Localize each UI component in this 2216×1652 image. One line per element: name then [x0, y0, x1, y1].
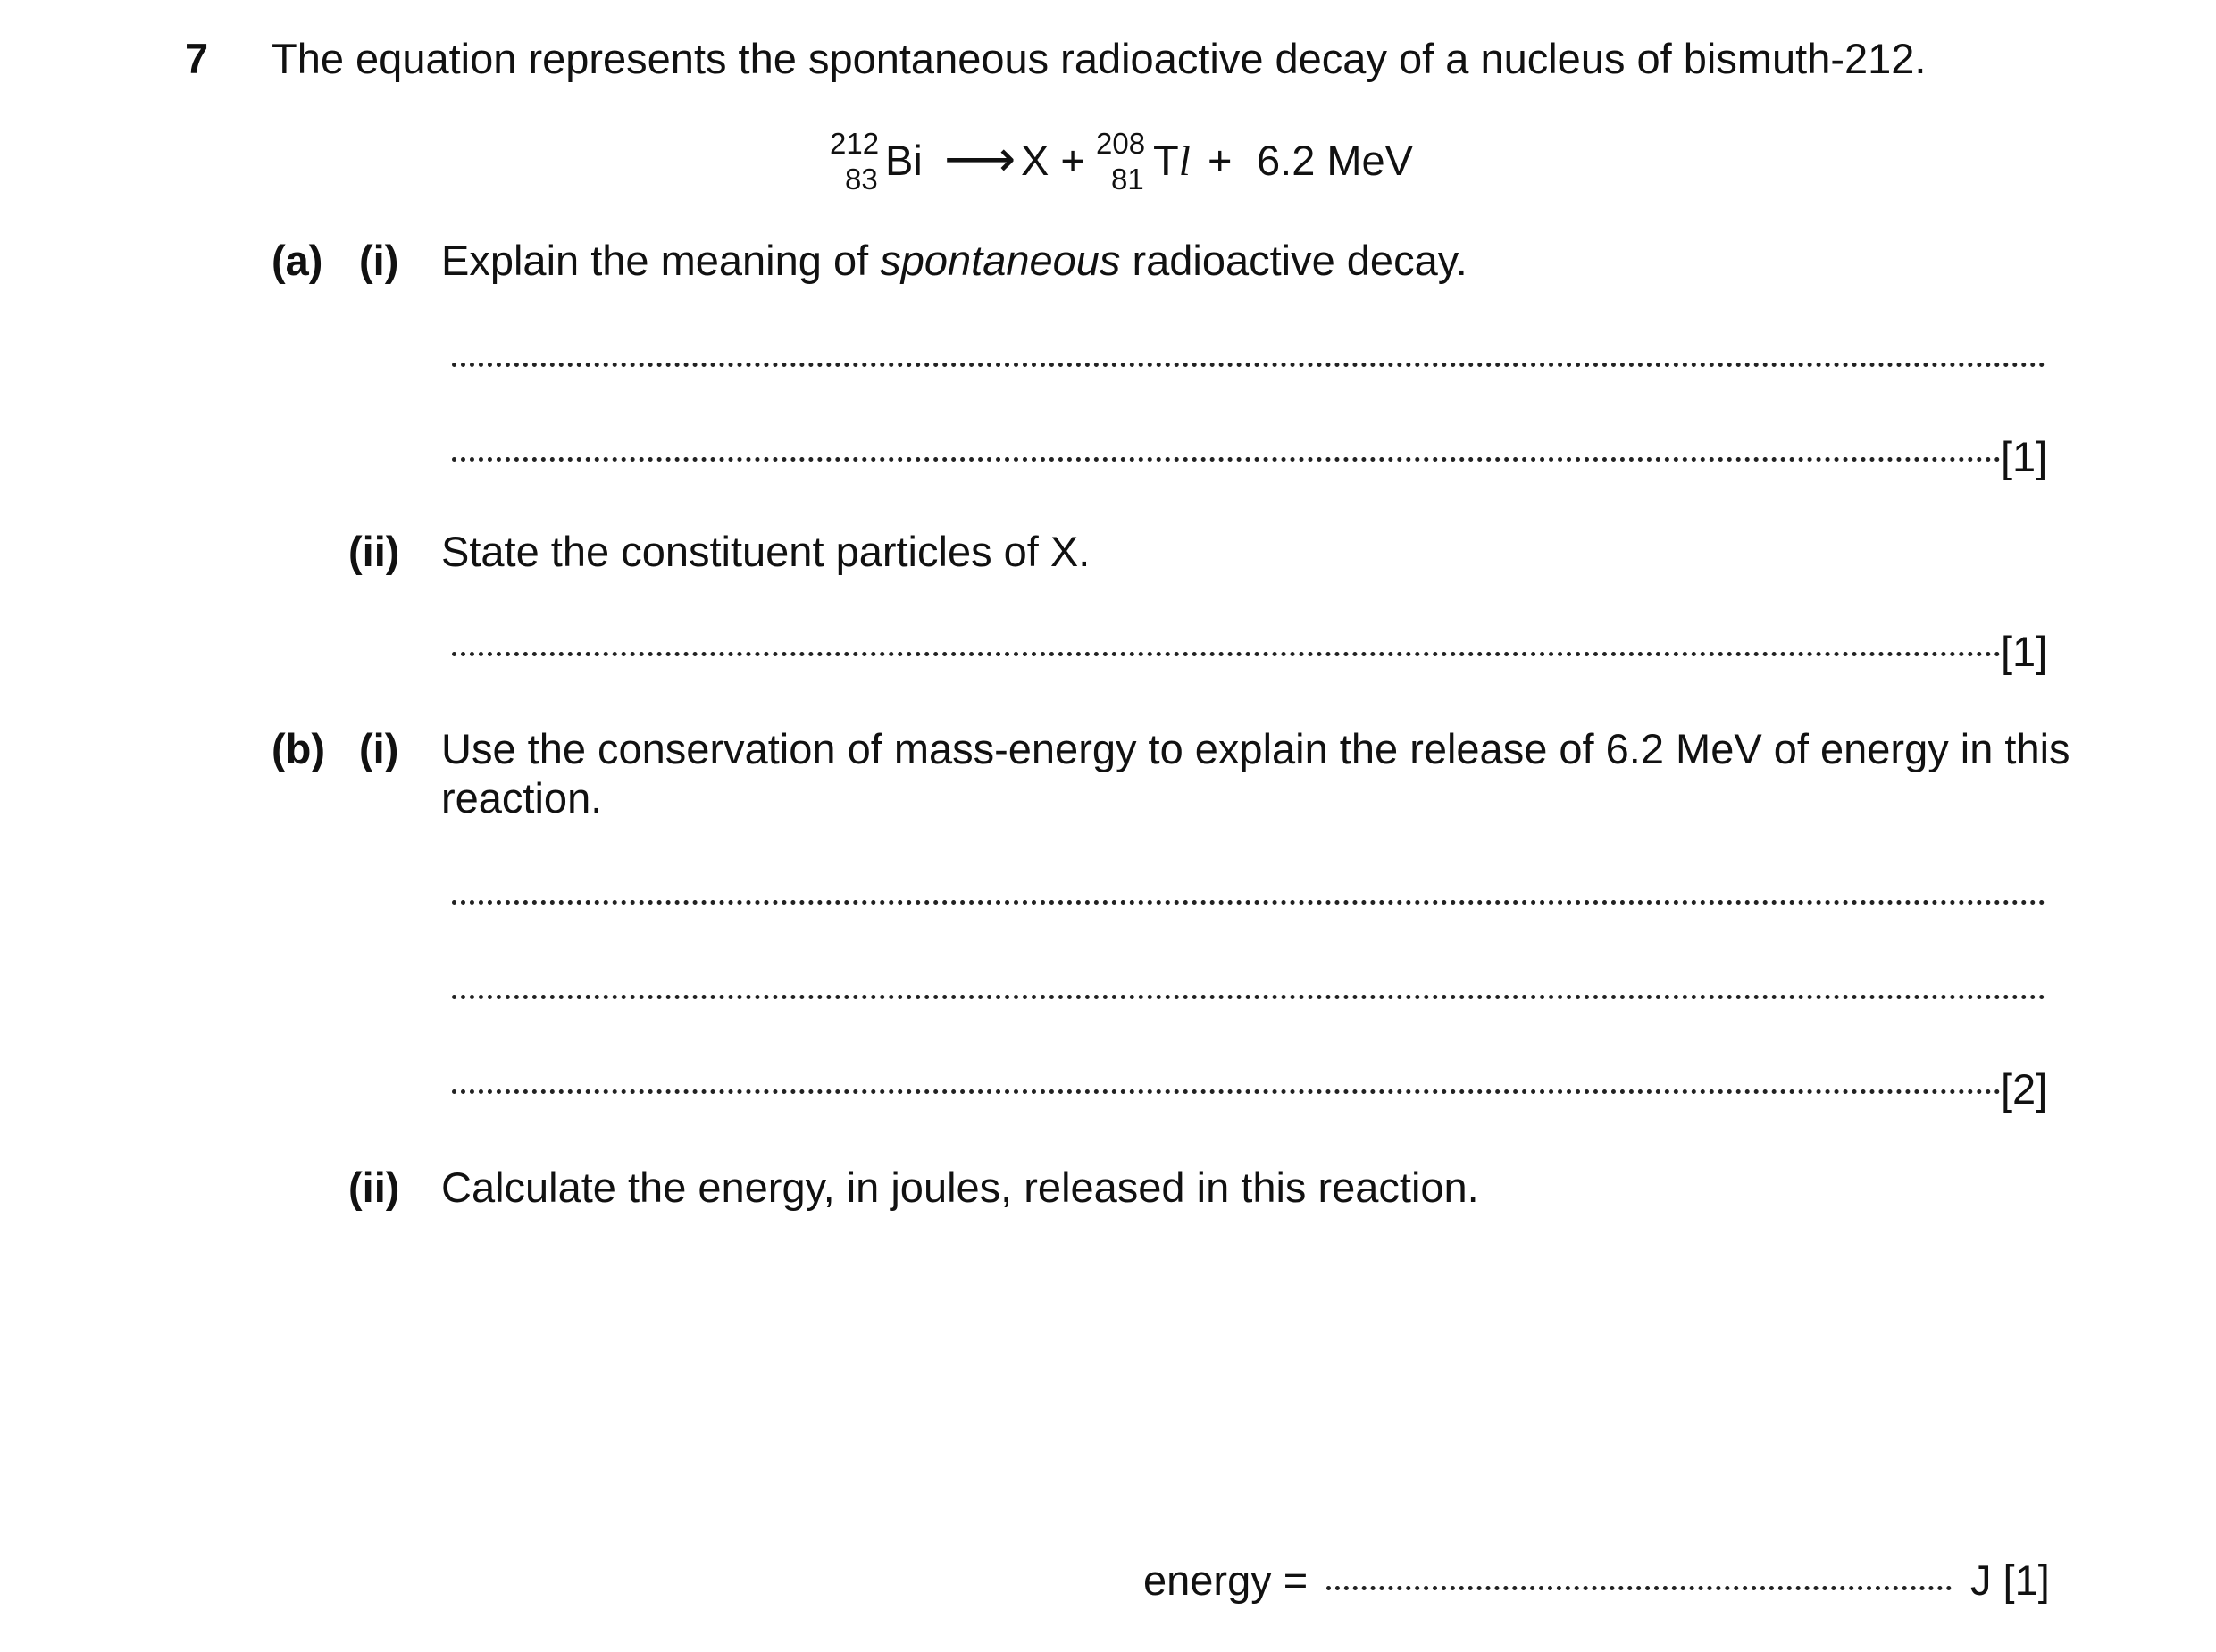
reaction-arrow: ⟶: [944, 130, 1016, 187]
bismuth-mass-number: 212: [830, 127, 880, 160]
part-b-i-question-line2: reaction.: [441, 774, 603, 822]
product-x: X +: [1021, 137, 1085, 184]
energy-released: 6.2 MeV: [1257, 137, 1414, 184]
mark-b-i: [2]: [2001, 1065, 2048, 1113]
thallium-mass-number: 208: [1096, 127, 1146, 160]
part-a-ii-label: (ii): [348, 528, 400, 575]
unit-mark-b-ii: J [1]: [1970, 1556, 2050, 1604]
bismuth-atomic-number: 83: [845, 163, 878, 196]
part-b-i-question-line1: Use the conservation of mass-energy to explain the release of 6.2 MeV of energy in this: [441, 725, 2070, 772]
answer-line-b-ii[interactable]: [1326, 1586, 1952, 1590]
answer-line-b-i-2[interactable]: [452, 995, 2045, 999]
thallium-symbol: Tl: [1153, 137, 1191, 185]
question-stem: The equation represents the spontaneous radioactive decay of a nucleus of bismuth-212.: [272, 35, 1927, 82]
part-a-i-label: (i): [359, 237, 399, 284]
mark-a-ii: [1]: [2001, 628, 2048, 675]
answer-line-a-i-1[interactable]: [452, 363, 2045, 367]
equation-plus: +: [1208, 137, 1233, 184]
part-b-i-label: (i): [359, 725, 399, 772]
question-number: 7: [185, 35, 209, 82]
part-b-ii-label: (ii): [348, 1164, 400, 1211]
part-a-i-question: Explain the meaning of spontaneous radioactive decay.: [441, 237, 1468, 284]
answer-line-b-i-1[interactable]: [452, 900, 2045, 905]
decay-equation: [826, 123, 1434, 204]
thallium-atomic-number: 81: [1111, 163, 1144, 196]
answer-line-a-i-2[interactable]: [452, 457, 2001, 462]
part-a-label: (a): [272, 237, 323, 284]
part-b-label: (b): [272, 725, 326, 772]
answer-line-a-ii[interactable]: [452, 652, 2001, 656]
energy-answer-label: energy =: [1143, 1556, 1309, 1604]
part-b-ii-question: Calculate the energy, in joules, released in this reaction.: [441, 1164, 1479, 1211]
mark-a-i: [1]: [2001, 433, 2048, 480]
answer-line-b-i-3[interactable]: [452, 1089, 2001, 1094]
bismuth-symbol: Bi: [885, 137, 923, 184]
part-a-ii-question: State the constituent particles of X.: [441, 528, 1091, 575]
